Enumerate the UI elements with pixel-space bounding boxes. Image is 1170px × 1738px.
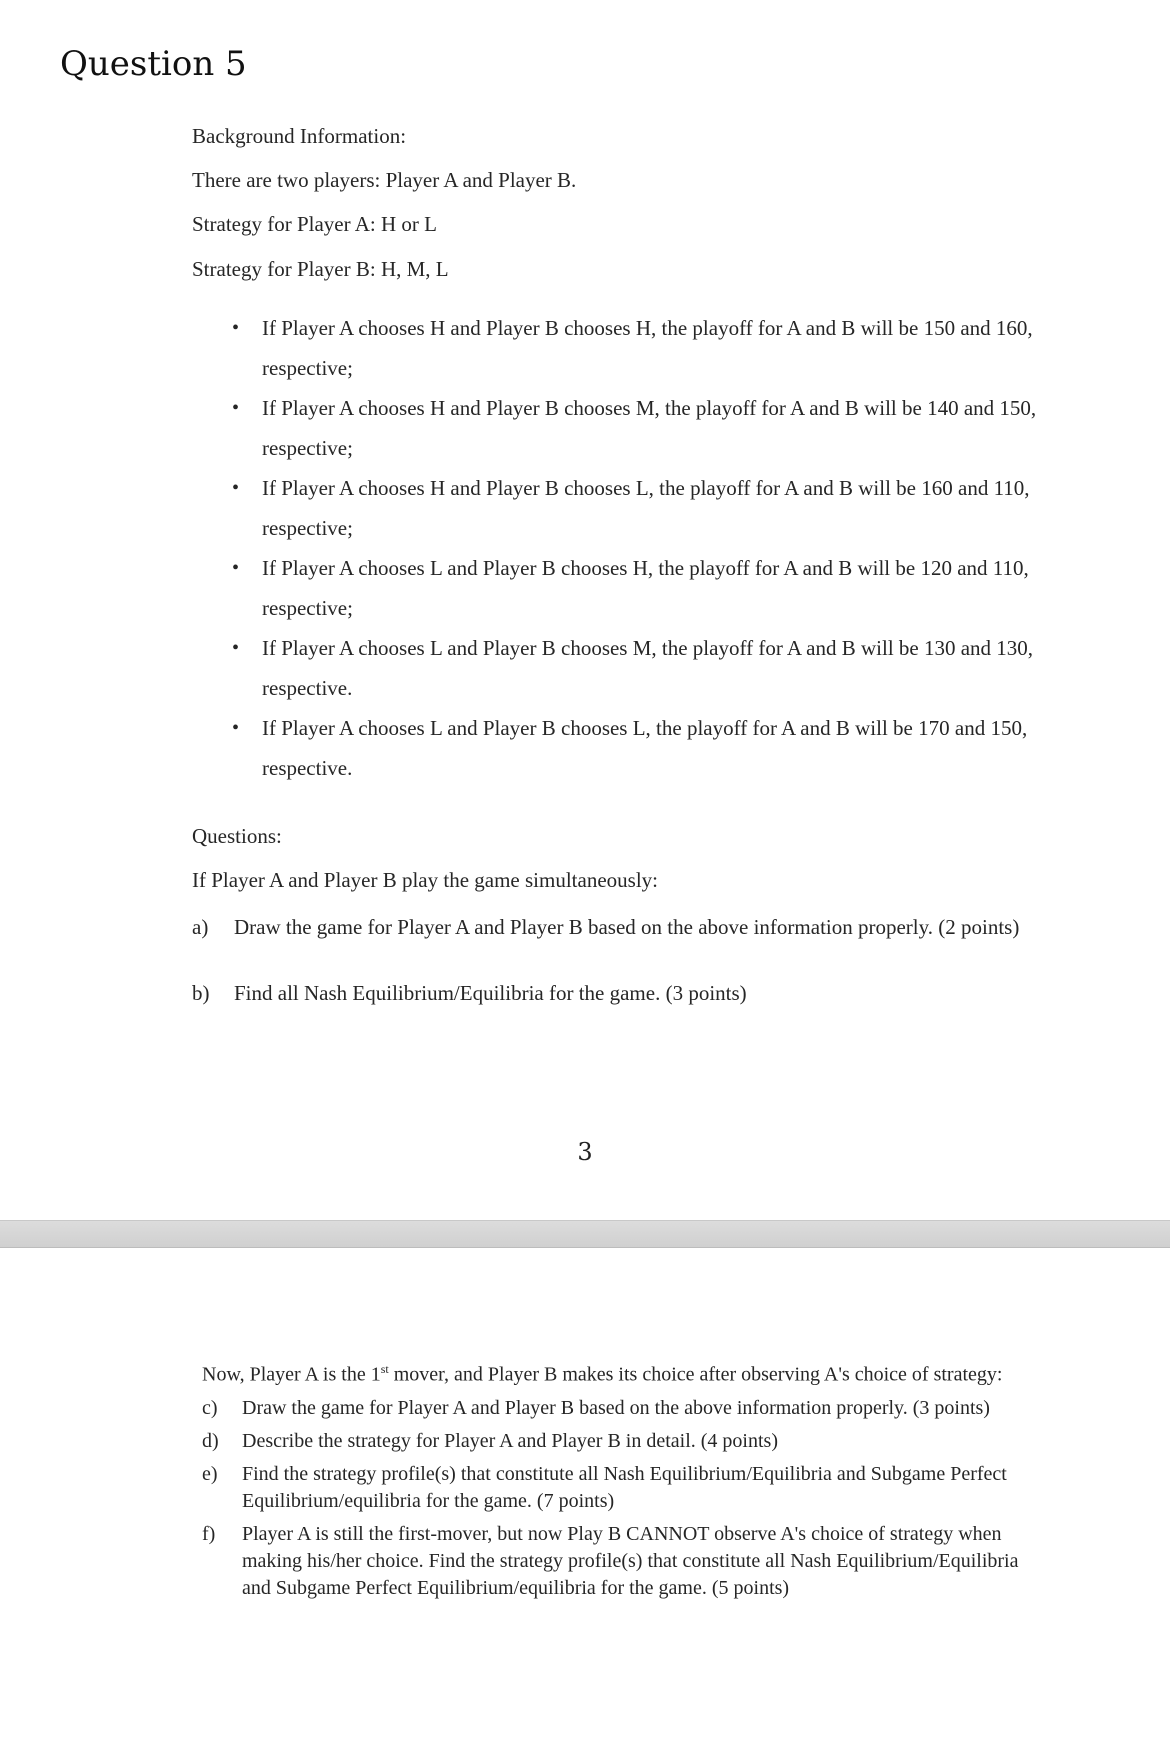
page-two-content	[202, 1356, 1022, 1602]
question-item-c: c) Draw the game for Player A and Player B based on the above information properly. (3 points)	[202, 1396, 990, 1419]
question-title: Question 5	[60, 44, 247, 84]
payoff-list	[232, 308, 1072, 788]
strategy-player-b: Strategy for Player B: H, M, L	[192, 257, 449, 281]
bullet-icon: •	[232, 557, 240, 579]
bullet-icon: •	[232, 717, 240, 739]
payoff-item: • If Player A chooses L and Player B chooses H, the playoff for A and B will be 120 and 110, respective;	[232, 548, 1072, 628]
question-item-e: e) Find the strategy profile(s) that constitute all Nash Equilibrium/Equilibria and Subgame Perfect Equilibrium/equilibria for the game. (7 points)	[202, 1462, 1007, 1512]
page-separator	[0, 1220, 1170, 1248]
bullet-icon: •	[232, 637, 240, 659]
question-item-d: d) Describe the strategy for Player A and Player B in detail. (4 points)	[202, 1429, 778, 1452]
payoff-item: • If Player A chooses H and Player B chooses M, the playoff for A and B will be 140 and 150, respective;	[232, 388, 1072, 468]
bullet-icon: •	[232, 397, 240, 419]
payoff-item: • If Player A chooses H and Player B chooses H, the playoff for A and B will be 150 and 160, respective;	[232, 308, 1072, 388]
question-item-f: f) Player A is still the first-mover, but now Play B CANNOT observe A's choice of strategy when making his/her choice. Find the strategy profile(s) that constitute all Nash Equilibrium/Equilibria and Subgame Perfect Equilibrium/equilibria for the game. (5 points)	[202, 1522, 1019, 1599]
background-heading: Background Information:	[192, 124, 407, 148]
simultaneous-line: If Player A and Player B play the game simultaneously:	[192, 868, 658, 892]
players-line: There are two players: Player A and Player B.	[192, 168, 577, 192]
sequential-intro: Now, Player A is the 1st mover, and Player B makes its choice after observing A's choice of strategy:	[202, 1362, 1003, 1386]
payoff-item: • If Player A chooses L and Player B chooses L, the playoff for A and B will be 170 and 150, respective.	[232, 708, 1072, 788]
bullet-icon: •	[232, 317, 240, 339]
strategy-player-a: Strategy for Player A: H or L	[192, 212, 437, 236]
question-item-a: a) Draw the game for Player A and Player B based on the above information properly. (2 points)	[192, 915, 1020, 939]
payoff-item: • If Player A chooses H and Player B chooses L, the playoff for A and B will be 160 and 110, respective;	[232, 468, 1072, 548]
questions-heading: Questions:	[192, 824, 282, 848]
question-item-b: b) Find all Nash Equilibrium/Equilibria for the game. (3 points)	[192, 981, 747, 1005]
page-number: 3	[577, 1138, 593, 1166]
payoff-item: • If Player A chooses L and Player B chooses M, the playoff for A and B will be 130 and 130, respective.	[232, 628, 1072, 708]
bullet-icon: •	[232, 477, 240, 499]
